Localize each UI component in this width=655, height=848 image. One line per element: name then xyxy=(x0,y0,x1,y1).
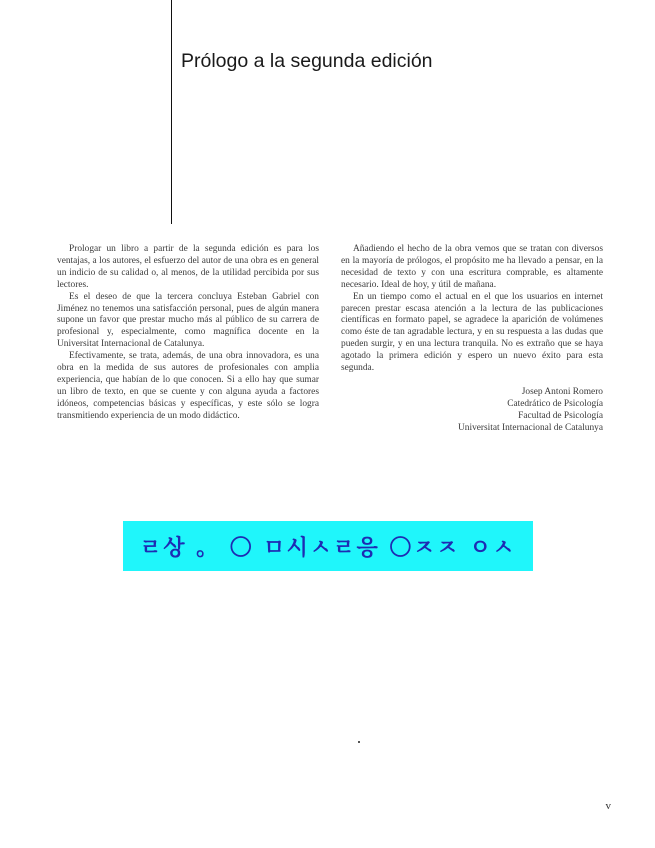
signature-name: Josep Antoni Romero xyxy=(521,386,603,397)
paragraph: En un tiempo como el actual en el que los usuarios en internet parecen prestar escasa atención a la lectura de las publicaciones científicas en formato papel, se agradece la aparición de volúmenes como éste de tan agradable lectura, y en su respuesta a las dudas que pueden surgir, y en una lectura tranquila. No es extraño que se haya agotado la primera edición y espero un nuevo éxito para esta segunda. xyxy=(341,291,603,374)
paragraph: Prologar un libro a partir de la segunda edición es para los ventajas, a los autores, el esfuerzo del autor de una obra es en general un indicio de su calidad o, al menos, de la utilidad percibida por sus lectores. xyxy=(57,244,319,290)
page-number: v xyxy=(605,800,611,812)
page-title: Prólogo a la segunda edición xyxy=(181,50,433,72)
paragraph: Añadiendo el hecho de la obra vemos que se tratan con diversos en la mayoría de prólogos, el propósito me ha llevado a pensar, en la necesidad de texto y con una escritura comprable, es altamente necesario. Ideal de hoy, y útil de mañana. xyxy=(341,244,603,290)
paragraph: Es el deseo de que la tercera concluya Esteban Gabriel con Jiménez no tenemos una satisfacción personal, pues de algún manera supone un favor que prestar mucho más al público de su carrera de profesional y, especialmente, como magnífica docente en la Universitat Internacional de Catalunya. xyxy=(57,291,319,350)
divider-dot xyxy=(358,741,360,743)
paragraph: Efectivamente, se trata, además, de una obra innovadora, es una obra en la medida de sus autores de profesionales con amplia experiencia, que habían de lo que conocen. Si a ello hay que sumar un libro de texto, en que se cuente y con alguna ayuda a factores idóneos, competencias básicas y específicas, y este sólo se logra transmitiendo experiencia de un modo didáctico. xyxy=(57,351,319,421)
signature-faculty: Facultad de Psicología xyxy=(518,410,603,421)
signature-block xyxy=(341,387,603,435)
signature-title: Catedrático de Psicología xyxy=(507,398,603,409)
vertical-rule xyxy=(171,0,172,224)
banner-text: ㄹ상 。 〇 ㅁ시ㅅㄹ응 〇ㅈㅈ ㅇㅅ xyxy=(139,535,517,561)
watermark-banner xyxy=(123,521,533,571)
signature-university: Universitat Internacional de Catalunya xyxy=(458,422,603,433)
right-column xyxy=(341,244,603,435)
left-column xyxy=(57,244,319,423)
